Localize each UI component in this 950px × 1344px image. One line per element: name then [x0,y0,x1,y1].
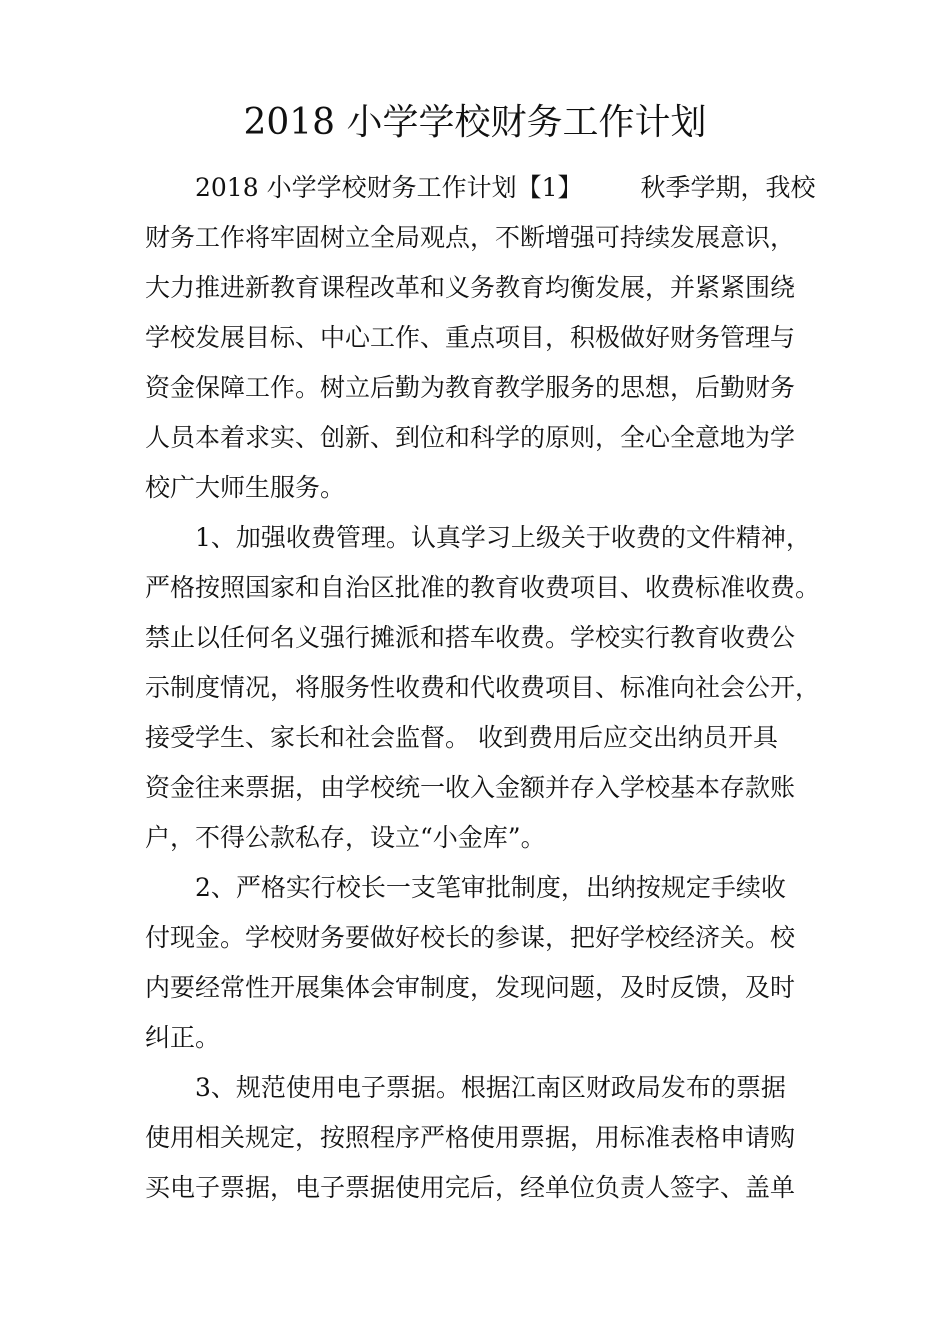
paragraph-line: 财务工作将牢固树立全局观点，不断增强可持续发展意识， [145,223,796,252]
document-body [145,163,835,1213]
paragraph-text: 秋季学期，我校 [640,173,816,202]
paragraph-line: 3、规范使用电子票据。根据江南区财政局发布的票据 [195,1073,786,1102]
paragraph-line: 校广大师生服务。 [145,473,346,502]
paragraph-line: 户，不得公款私存，设立“小金库”。 [145,823,546,852]
paragraph-line: 大力推进新教育课程改革和义务教育均衡发展，并紧紧围绕 [145,273,796,302]
paragraph-line: 2、严格实行校长一支笔审批制度，出纳按规定手续收 [195,873,786,902]
paragraph-line: 使用相关规定，按照程序严格使用票据，用标准表格申请购 [145,1123,796,1152]
paragraph-line: 学校发展目标、中心工作、重点项目，积极做好财务管理与 [145,323,796,352]
paragraph-line: 人员本着求实、创新、到位和科学的原则，全心全意地为学 [145,423,796,452]
paragraph-line: 示制度情况，将服务性收费和代收费项目、标准向社会公开， [145,673,821,702]
paragraph-line: 纠正。 [145,1023,221,1052]
paragraph-line: 1、加强收费管理。认真学习上级关于收费的文件精神， [195,523,811,552]
paragraph-line: 付现金。学校财务要做好校长的参谋，把好学校经济关。校 [145,923,796,952]
paragraph-line: 买电子票据，电子票据使用完后，经单位负责人签字、盖单 [145,1173,796,1202]
paragraph-line [145,163,835,213]
paragraph-line: 严格按照国家和自治区批准的教育收费项目、收费标准收费。 [145,573,821,602]
paragraph-line: 接受学生、家长和社会监督。 收到费用后应交出纳员开具 [145,723,778,752]
section-heading: 2018 小学学校财务工作计划【1】 [195,173,583,202]
paragraph-line: 资金保障工作。树立后勤为教育教学服务的思想，后勤财务 [145,373,796,402]
paragraph-line: 禁止以任何名义强行摊派和搭车收费。学校实行教育收费公 [145,623,796,652]
paragraph-line: 资金往来票据，由学校统一收入金额并存入学校基本存款账 [145,773,796,802]
document-title: 2018 小学学校财务工作计划 [243,102,707,143]
paragraph-line: 内要经常性开展集体会审制度，发现问题，及时反馈，及时 [145,973,796,1002]
